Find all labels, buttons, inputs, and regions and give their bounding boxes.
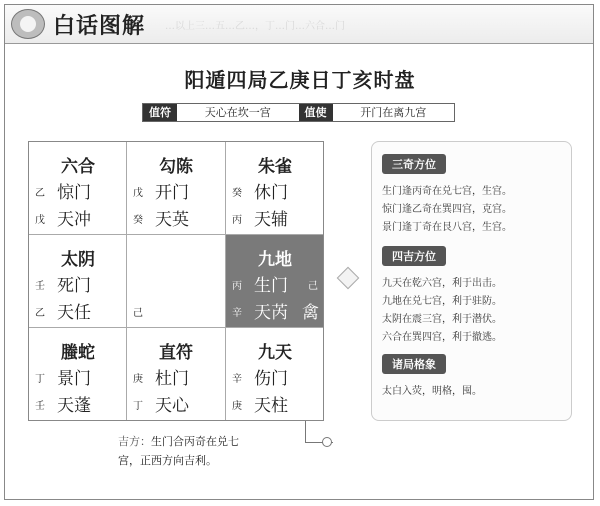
zhifu-tag: 值符 (143, 104, 177, 121)
qimen-grid (28, 141, 324, 421)
palace-lodged-star: 禽 (302, 303, 319, 323)
bleed-through-text: …以上三…五…乙…，丁…门…六合…门 (165, 21, 345, 32)
section-title: 白话图解 (53, 14, 146, 39)
palace-stem: 壬 (35, 401, 45, 412)
palace-door: 惊门 (57, 183, 91, 203)
zhishi-tag: 值使 (299, 104, 333, 121)
palace-gen-8 (29, 328, 127, 420)
palace-stem: 辛 (232, 374, 242, 385)
palace-center-5 (127, 235, 226, 328)
palace-star: 天辅 (254, 210, 288, 230)
panel-line: 六合在巽四宫，利于撤逃。 (382, 332, 502, 343)
zhishi-value: 开门在离九宫 (360, 106, 427, 119)
palace-door: 伤门 (254, 369, 288, 389)
palace-door: 休门 (254, 183, 288, 203)
palace-god: 螣蛇 (61, 343, 95, 363)
note-label: 吉方： (118, 435, 151, 448)
panel-heading: 诸局格象 (382, 354, 446, 374)
palace-star: 天柱 (254, 396, 288, 416)
note-text: 宫，正西方向吉利。 (118, 454, 217, 467)
chart-title: 阳遁四局乙庚日丁亥时盘 (184, 68, 416, 92)
palace-god: 朱雀 (258, 157, 292, 177)
panel-line: 九地在兑七宫，利于驻防。 (382, 296, 502, 307)
callout-dot (322, 437, 332, 447)
palace-stem: 壬 (35, 281, 45, 292)
analysis-panel (371, 141, 572, 421)
palace-star: 天英 (155, 210, 189, 230)
palace-door: 景门 (57, 369, 91, 389)
palace-door: 杜门 (155, 369, 189, 389)
palace-kun-2 (226, 142, 323, 235)
palace-god: 九地 (258, 250, 292, 270)
auspicious-direction-note (118, 432, 318, 470)
palace-xun-4 (29, 142, 127, 235)
palace-star: 天芮 (254, 303, 288, 323)
panel-line: 惊门逢乙奇在巽四宫，克宫。 (382, 204, 512, 215)
palace-stem: 庚 (232, 401, 242, 412)
palace-stem: 癸 (133, 215, 143, 226)
palace-stem: 癸 (232, 188, 242, 199)
palace-dui-7 (226, 235, 323, 328)
panel-line: 生门逢丙奇在兑七宫，生宫。 (382, 186, 512, 197)
section-header (5, 5, 593, 44)
palace-kan-1 (127, 328, 226, 420)
palace-stem: 己 (133, 308, 143, 319)
palace-door: 死门 (57, 276, 91, 296)
palace-li-9 (127, 142, 226, 235)
palace-god: 直符 (159, 343, 193, 363)
panel-line: 太阴在震三宫，利于潜伏。 (382, 314, 502, 325)
palace-star: 天任 (57, 303, 91, 323)
palace-stem: 乙 (35, 188, 45, 199)
palace-stem: 丁 (133, 401, 143, 412)
panel-heading: 四吉方位 (382, 246, 446, 266)
palace-god: 勾陈 (159, 157, 193, 177)
palace-stem: 己 (308, 281, 318, 292)
panel-line: 景门逢丁奇在艮八宫，生宫。 (382, 222, 512, 233)
panel-line: 太白入荧，明格，囤。 (382, 386, 482, 397)
palace-door: 生门 (254, 276, 288, 296)
palace-stem: 乙 (35, 308, 45, 319)
panel-heading: 三奇方位 (382, 154, 446, 174)
zhifu-value: 天心在坎一宫 (204, 106, 271, 119)
palace-stem: 庚 (133, 374, 143, 385)
palace-stem: 丁 (35, 374, 45, 385)
palace-zhen-3 (29, 235, 127, 328)
palace-star: 天冲 (57, 210, 91, 230)
palace-god: 六合 (61, 157, 95, 177)
palace-star: 天蓬 (57, 396, 91, 416)
palace-door: 开门 (155, 183, 189, 203)
panel-line: 九天在乾六宫，利于出击。 (382, 278, 502, 289)
logo-icon (11, 9, 45, 39)
note-text: 生门合丙奇在兑七 (151, 435, 239, 448)
palace-god: 九天 (258, 343, 292, 363)
palace-star: 天心 (155, 396, 189, 416)
palace-stem: 戊 (133, 188, 143, 199)
palace-stem: 丙 (232, 215, 242, 226)
zhifu-bar (142, 103, 455, 122)
palace-stem: 辛 (232, 308, 242, 319)
palace-stem: 戊 (35, 215, 45, 226)
palace-stem: 丙 (232, 281, 242, 292)
palace-god: 太阴 (61, 250, 95, 270)
palace-qian-6 (226, 328, 323, 420)
